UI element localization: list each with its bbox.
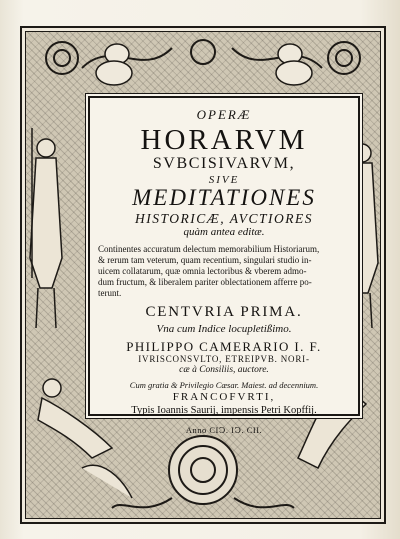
- title-sive: SIVE: [208, 174, 240, 186]
- author-name: PHILIPPO CAMERARIO I. F.: [126, 339, 322, 354]
- left-figure: [30, 128, 62, 328]
- title-operae: OPERÆ: [196, 107, 252, 122]
- author-title: IVRISCONSVLTO, ETREIPVB. NORI-: [138, 354, 310, 364]
- description-paragraph: [98, 244, 350, 299]
- author-title-cont: cæ à Consiliis, auctore.: [179, 365, 269, 375]
- cherub-right: [276, 44, 312, 85]
- centuria-heading: CENTVRIA PRIMA.: [145, 304, 303, 320]
- description-line: terunt.: [98, 288, 122, 298]
- description-line: & rerum tam veterum, quam recentium, singulari studio in-: [98, 255, 312, 265]
- imprint-year: Anno CIↃ. IↃ. CII.: [185, 425, 263, 435]
- bottom-medallion: [112, 436, 294, 508]
- title-horarum: HORARVM: [140, 124, 308, 156]
- privilege-line: Cum gratia & Privilegio Cæsar. Maiest. ad decennium.: [129, 380, 319, 390]
- title-meditationes: MEDITATIONES: [132, 185, 316, 210]
- title-text-box: [88, 96, 360, 435]
- title-quam-antea: quàm antea editæ.: [183, 226, 265, 238]
- imprint-printer: Typis Ioannis Saurij, impensis Petri Kopffij.: [131, 405, 317, 416]
- description-line: Continentes accuratum delectum memorabilium Historiarum,: [98, 244, 320, 254]
- woodcut-border: [20, 26, 386, 524]
- cherub-left: [96, 44, 132, 85]
- imprint-city: FRANCOFVRTI,: [172, 391, 276, 403]
- title-historicae: HISTORICÆ, AVCTIORES: [134, 211, 314, 226]
- description-line: uicem collatarum, quæ omnia lectoribus & vberem admo-: [98, 266, 307, 276]
- title-subcisivarum: SVBCISIVARVM,: [152, 155, 296, 172]
- description-line: dum fructum, & liberalem pariter oblectationem afferre po-: [98, 277, 312, 287]
- index-line: Vna cum Indice locupletißimo.: [156, 323, 292, 335]
